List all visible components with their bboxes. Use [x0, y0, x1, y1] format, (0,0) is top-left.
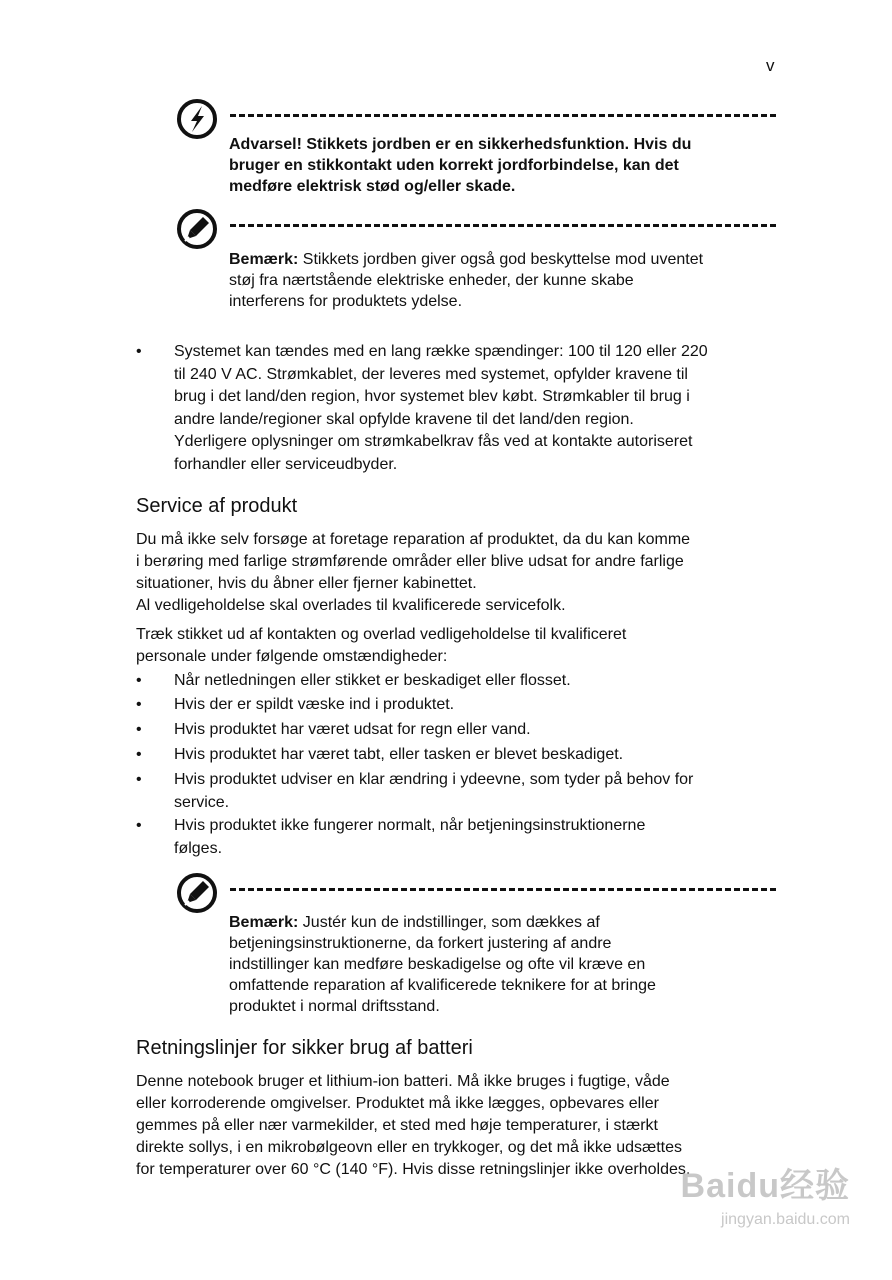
- note-line: interferens for produktets ydelse.: [229, 293, 463, 310]
- note-notice: [176, 208, 776, 318]
- para-line: direkte sollys, i en mikrobølgeovn eller en trykkoger, og det må ikke udsættes: [136, 1139, 683, 1156]
- bullet-symbol: •: [136, 746, 142, 763]
- note-notice: [176, 872, 776, 1014]
- bullet-line: forhandler eller serviceudbyder.: [174, 455, 398, 473]
- service-bullet: [136, 744, 776, 767]
- service-paragraph-2: [136, 624, 776, 668]
- bullet-voltage: [136, 341, 776, 476]
- note-pen-icon: [176, 208, 218, 250]
- note-line: omfattende reparation af kvalificerede teknikere for at bringe: [229, 977, 656, 994]
- watermark-url: jingyan.baidu.com: [721, 1211, 850, 1228]
- bullet-line: andre lande/regioner skal opfylde kravene til det land/den region.: [174, 410, 634, 428]
- bullet-line: Systemet kan tændes med en lang række spændinger: 100 til 120 eller 220: [174, 343, 708, 360]
- bullet-line: Hvis produktet ikke fungerer normalt, når betjeningsinstruktionerne: [174, 817, 646, 834]
- bullet-line: Når netledningen eller stikket er beskadiget eller flosset.: [174, 672, 571, 689]
- service-paragraph-1: [136, 529, 776, 617]
- note-first-line: Stikkets jordben giver også god beskyttelse mod uventet: [298, 251, 704, 268]
- bullet-symbol: •: [136, 672, 142, 689]
- para-line: gemmes på eller nær varmekilder, et sted med høje temperaturer, i stærkt: [136, 1117, 658, 1134]
- bullet-symbol: •: [136, 721, 142, 738]
- bullet-line: brug i det land/den region, hvor systemet blev købt. Strømkabler til brug i: [174, 388, 690, 405]
- service-bullet: [136, 694, 776, 717]
- bullet-line: Yderligere oplysninger om strømkabelkrav fås ved at kontakte autoriseret: [174, 433, 693, 450]
- bullet-line: Hvis der er spildt væske ind i produktet.: [174, 696, 455, 713]
- note-label: Bemærk:: [229, 914, 299, 931]
- note-first-line: Justér kun de indstillinger, som dækkes af: [298, 914, 600, 931]
- note-line: produktet i normal driftsstand.: [229, 998, 440, 1015]
- dashed-divider: [230, 888, 776, 891]
- warning-line: medføre elektrisk stød og/eller skade.: [229, 178, 516, 195]
- para-line: eller korroderende omgivelser. Produktet må ikke lægges, opbevares eller: [136, 1095, 659, 1112]
- note-text: [229, 912, 656, 1017]
- para-line: for temperaturer over 60 °C (140 °F). Hvis disse retningslinjer ikke overholdes,: [136, 1161, 691, 1178]
- dashed-divider: [230, 114, 776, 117]
- bullet-line: følges.: [174, 839, 223, 857]
- warning-line: bruger en stikkontakt uden korrekt jordforbindelse, kan det: [229, 157, 679, 174]
- para-line: Denne notebook bruger et lithium-ion batteri. Må ikke bruges i fugtige, våde: [136, 1073, 670, 1090]
- warning-notice: [176, 98, 776, 202]
- bullet-line: Hvis produktet har været tabt, eller tasken er blevet beskadiget.: [174, 746, 624, 763]
- watermark-brand: Baidu经验: [680, 1167, 850, 1205]
- note-line: betjeningsinstruktionerne, da forkert justering af andre: [229, 935, 612, 952]
- baidu-watermark: [610, 1158, 850, 1229]
- bullet-line: service.: [174, 793, 230, 811]
- para-line: personale under følgende omstændigheder:: [136, 648, 448, 665]
- note-line: indstillinger kan medføre beskadigelse og ofte vil kræve en: [229, 956, 646, 973]
- para-line: Al vedligeholdelse skal overlades til kvalificerede servicefolk.: [136, 597, 566, 614]
- warning-lightning-icon: [176, 98, 218, 140]
- warning-text: [229, 134, 691, 197]
- note-text: [229, 249, 703, 312]
- note-line: støj fra nærtstående elektriske enheder, der kunne skabe: [229, 272, 634, 289]
- note-label: Bemærk:: [229, 251, 299, 268]
- bullet-symbol: •: [136, 771, 142, 788]
- para-line: Træk stikket ud af kontakten og overlad vedligeholdelse til kvalificeret: [136, 626, 627, 643]
- bullet-line: Hvis produktet udviser en klar ændring i ydeevne, som tyder på behov for: [174, 771, 694, 788]
- bullet-symbol: •: [136, 343, 142, 360]
- dashed-divider: [230, 224, 776, 227]
- page-number: v: [766, 56, 775, 75]
- section-heading-battery: Retningslinjer for sikker brug af batteri: [136, 1037, 473, 1059]
- warning-line: Advarsel! Stikkets jordben er en sikkerhedsfunktion. Hvis du: [229, 136, 692, 153]
- para-line: Du må ikke selv forsøge at foretage reparation af produktet, da du kan komme: [136, 531, 691, 548]
- bullet-symbol: •: [136, 696, 142, 713]
- section-heading-service: Service af produkt: [136, 495, 298, 517]
- service-bullet: [136, 815, 776, 860]
- bullet-line: til 240 V AC. Strømkablet, der leveres med systemet, opfylder kravene til: [174, 365, 688, 383]
- note-pen-icon: [176, 872, 218, 914]
- service-bullet: [136, 769, 776, 814]
- service-bullet: [136, 719, 776, 742]
- service-bullet: [136, 670, 776, 693]
- bullet-symbol: •: [136, 817, 142, 834]
- bullet-line: Hvis produktet har været udsat for regn eller vand.: [174, 721, 531, 738]
- para-line: situationer, hvis du åbner eller fjerner kabinettet.: [136, 575, 477, 592]
- para-line: i berøring med farlige strømførende områder eller blive udsat for andre farlige: [136, 553, 684, 570]
